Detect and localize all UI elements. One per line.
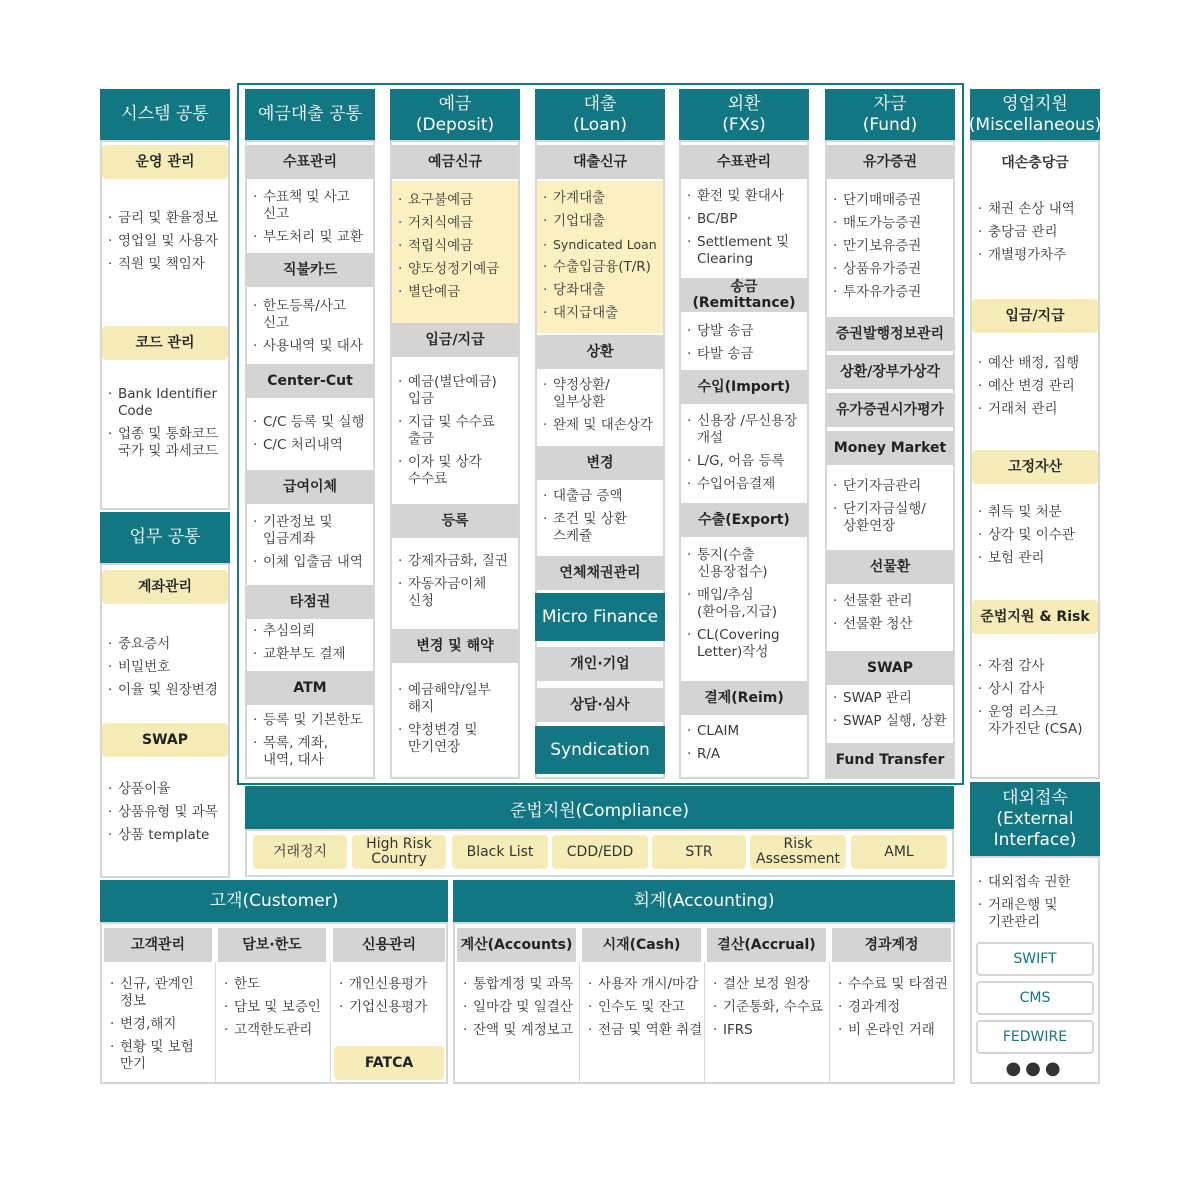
customer-credit-list bbox=[335, 966, 447, 1022]
list-item: · 단기자금관리 bbox=[829, 478, 953, 495]
list-item: · 업종 및 통화코드 국가 및 과세코드 bbox=[104, 426, 228, 460]
misc-allowance-label: 대손충당금 bbox=[1001, 155, 1069, 171]
list-item: · 매입/추심 (환어음,지급) bbox=[683, 587, 809, 621]
list-item: · IFRS bbox=[709, 1022, 831, 1039]
list-item: · 현황 및 보험 만기 bbox=[106, 1039, 214, 1073]
accounting-accrual-label: 결산(Accrual) bbox=[707, 928, 826, 962]
list-item: · 사용자 개시/마감 bbox=[584, 976, 706, 993]
compliance-chip: Black List bbox=[452, 835, 548, 869]
compliance-chip: AML bbox=[851, 835, 947, 869]
deposit-new-list bbox=[394, 182, 518, 307]
list-item: · 단기자금실행/ 상환연장 bbox=[829, 501, 953, 535]
customer-divider bbox=[215, 962, 216, 1082]
list-item: · 타발 송금 bbox=[683, 346, 807, 363]
list-item: · 단기매매증권 bbox=[829, 192, 953, 209]
list-item: · 이자 및 상각 수수료 bbox=[394, 454, 518, 488]
list-item: · 대출금 증액 bbox=[539, 488, 663, 505]
fund-transfer-label: Fund Transfer bbox=[827, 743, 953, 777]
deposit-header: 예금 (Deposit) bbox=[390, 89, 520, 140]
loan-repay-list bbox=[539, 367, 663, 440]
list-item: · 상시 감사 bbox=[974, 681, 1098, 698]
fx-reim-label: 결제(Reim) bbox=[681, 681, 807, 715]
business-account-list bbox=[104, 626, 228, 705]
fund-securities-list bbox=[829, 182, 953, 307]
dl-clearing-list bbox=[249, 613, 373, 669]
deposit-inout-label: 입금/지급 bbox=[392, 323, 518, 357]
compliance-chip: STR bbox=[652, 835, 746, 869]
list-item: · 수수료 및 타점권 bbox=[834, 976, 956, 993]
compliance-header: 준법지원(Compliance) bbox=[245, 786, 954, 830]
list-item: · 개인신용평가 bbox=[335, 976, 447, 993]
system-code-label: 코드 관리 bbox=[102, 326, 228, 360]
accounting-cash-list bbox=[584, 966, 706, 1045]
list-item: · 기관정보 및 입금계좌 bbox=[249, 514, 373, 548]
list-item: · 교환부도 결제 bbox=[249, 646, 373, 663]
list-item: · 경과계정 bbox=[834, 999, 956, 1016]
list-item: · 전금 및 역환 취결 bbox=[584, 1022, 706, 1039]
list-item: · 추심의뢰 bbox=[249, 623, 373, 640]
loan-change-list bbox=[539, 478, 663, 551]
compliance-chip: High Risk Country bbox=[352, 835, 446, 869]
accounting-accounts-label: 계산(Accounts) bbox=[457, 928, 576, 962]
loan-new-list bbox=[539, 180, 665, 328]
list-item: · 강제자금화, 질권 bbox=[394, 553, 518, 570]
list-item: · 상품유형 및 과목 bbox=[104, 804, 228, 821]
list-item: · 취득 및 처분 bbox=[974, 504, 1098, 521]
list-item: · 예산 변경 관리 bbox=[974, 378, 1098, 395]
micro-finance-block: Micro Finance bbox=[535, 593, 665, 641]
loan-overdue-label: 연체채권관리 bbox=[537, 556, 663, 590]
list-item: · R/A bbox=[683, 746, 807, 763]
list-item: · 약정변경 및 만기연장 bbox=[394, 722, 518, 756]
fund-valuation-label: 유가증권시가평가 bbox=[827, 393, 953, 427]
fund-swap-list bbox=[829, 680, 955, 736]
list-item: · 목록, 계좌, 내역, 대사 bbox=[249, 735, 373, 769]
list-item: · 별단예금 bbox=[394, 284, 518, 301]
list-item: · CLAIM bbox=[683, 723, 807, 740]
list-item: · 채권 손상 내역 bbox=[974, 201, 1098, 218]
list-item: · 완제 및 대손상각 bbox=[539, 417, 663, 434]
misc-fixed-asset-label: 고정자산 bbox=[972, 450, 1098, 484]
list-item: · 당발 송금 bbox=[683, 323, 807, 340]
fund-securities-label: 유가증권 bbox=[827, 145, 953, 179]
loan-personal-corporate-label: 개인·기업 bbox=[537, 647, 663, 681]
list-item: · 이체 입출금 내역 bbox=[249, 554, 373, 571]
customer-collateral-list bbox=[220, 966, 328, 1045]
loan-new-label: 대출신규 bbox=[537, 145, 663, 179]
system-common-header: 시스템 공통 bbox=[100, 89, 230, 140]
list-item: · 보험 관리 bbox=[974, 550, 1098, 567]
list-item: · 양도성정기예금 bbox=[394, 261, 518, 278]
cms-button: CMS bbox=[976, 981, 1094, 1015]
list-item: · 비밀번호 bbox=[104, 659, 228, 676]
list-item: · 선물환 청산 bbox=[829, 616, 953, 633]
list-item: · 상품 template bbox=[104, 827, 228, 844]
list-item: · 부도처리 및 교환 bbox=[249, 229, 373, 246]
list-item: · 영업일 및 사용자 bbox=[104, 233, 228, 250]
list-item: · 수입어음결제 bbox=[683, 476, 809, 493]
list-item: · 비 온라인 거래 bbox=[834, 1022, 956, 1039]
deposit-change-list bbox=[394, 672, 518, 762]
fund-money-market-list bbox=[829, 468, 953, 541]
list-item: · 자점 감사 bbox=[974, 658, 1098, 675]
list-item: · 사용내역 및 대사 bbox=[249, 338, 373, 355]
list-item: · 상품유가증권 bbox=[829, 261, 953, 278]
fund-amortization-label: 상환/장부가상각 bbox=[827, 355, 953, 389]
list-item: · 지급 및 수수료 출금 bbox=[394, 414, 518, 448]
accounting-transit-list bbox=[834, 966, 956, 1045]
deposit-inout-list bbox=[394, 364, 518, 494]
list-item: · 상각 및 이수관 bbox=[974, 527, 1098, 544]
accounting-accrual-list bbox=[709, 966, 831, 1045]
list-item: · 거치식예금 bbox=[394, 215, 518, 232]
list-item: · 대외접속 권한 bbox=[974, 874, 1098, 891]
fedwire-button: FEDWIRE bbox=[976, 1020, 1094, 1054]
list-item: · 약정상환/ 일부상환 bbox=[539, 377, 663, 411]
list-item: · 자동자금이체 신청 bbox=[394, 576, 518, 610]
system-ops-label: 운영 관리 bbox=[102, 145, 228, 179]
system-ops-list bbox=[104, 200, 228, 279]
list-item: · 인수도 및 잔고 bbox=[584, 999, 706, 1016]
customer-credit-label: 신용관리 bbox=[333, 928, 445, 962]
misc-header: 영업지원 (Miscellaneous) bbox=[970, 89, 1100, 140]
accounting-accounts-list bbox=[459, 966, 581, 1045]
list-item: · 통지(수출 신용장접수) bbox=[683, 547, 809, 581]
list-item: · CL(Covering Letter)작성 bbox=[683, 627, 809, 661]
list-item: · 조건 및 상환 스케쥴 bbox=[539, 511, 663, 545]
deposit-loan-common-header: 예금대출 공통 bbox=[245, 89, 375, 140]
dl-check-list bbox=[249, 179, 373, 252]
misc-allowance-list bbox=[974, 191, 1098, 270]
fx-import-label: 수입(Import) bbox=[681, 370, 807, 404]
dl-salary-label: 급여이체 bbox=[247, 470, 373, 504]
syndication-block: Syndication bbox=[535, 726, 665, 774]
list-item: · 거래처 관리 bbox=[974, 401, 1098, 418]
list-item: · 기업신용평가 bbox=[335, 999, 447, 1016]
business-account-label: 계좌관리 bbox=[102, 570, 228, 604]
accounting-transit-label: 경과계정 bbox=[832, 928, 951, 962]
list-item: · 이율 및 원장변경 bbox=[104, 682, 228, 699]
misc-fixed-asset-list bbox=[974, 494, 1098, 573]
list-item: · 대지급대출 bbox=[539, 305, 665, 322]
list-item: · 만기보유증권 bbox=[829, 238, 953, 255]
deposit-register-list bbox=[394, 543, 518, 616]
list-item: · 일마감 및 일결산 bbox=[459, 999, 581, 1016]
list-item: · 직원 및 책임자 bbox=[104, 256, 228, 273]
list-item: · 기준통화, 수수료 bbox=[709, 999, 831, 1016]
list-item: · 등록 및 기본한도 bbox=[249, 712, 373, 729]
loan-consult-review-label: 상담·심사 bbox=[537, 688, 663, 722]
fx-import-list bbox=[683, 403, 809, 499]
fx-check-list bbox=[683, 178, 809, 274]
dl-debit-list bbox=[249, 288, 373, 361]
list-item: · 신규, 관계인 정보 bbox=[106, 976, 214, 1010]
list-item: · 고객한도관리 bbox=[220, 1022, 328, 1039]
dl-debit-label: 직불카드 bbox=[247, 253, 373, 287]
list-item: · 변경,해지 bbox=[106, 1016, 214, 1033]
fx-export-label: 수출(Export) bbox=[681, 503, 807, 537]
swift-button: SWIFT bbox=[976, 942, 1094, 976]
misc-budget-list bbox=[974, 345, 1098, 424]
list-item: · 투자유가증권 bbox=[829, 284, 953, 301]
fund-issue-info-label: 증권발행정보관리 bbox=[827, 317, 953, 351]
list-item: · 수표책 및 사고 신고 bbox=[249, 189, 373, 223]
customer-collateral-label: 담보·한도 bbox=[218, 928, 326, 962]
list-item: · 매도가능증권 bbox=[829, 215, 953, 232]
list-item: · 잔액 및 계정보고 bbox=[459, 1022, 581, 1039]
external-list bbox=[974, 864, 1098, 937]
list-item: · 예산 배정, 집행 bbox=[974, 355, 1098, 372]
dl-centercut-list bbox=[249, 404, 373, 460]
loan-repay-label: 상환 bbox=[537, 335, 663, 369]
more-dots-icon: ●●● bbox=[1005, 1058, 1065, 1079]
list-item: · 중요증서 bbox=[104, 636, 228, 653]
list-item: · 운영 리스크 자가진단 (CSA) bbox=[974, 704, 1098, 738]
fx-remittance-label: 송금(Remittance) bbox=[681, 278, 807, 312]
accounting-header: 회계(Accounting) bbox=[453, 880, 955, 922]
customer-header: 고객(Customer) bbox=[100, 880, 448, 922]
dl-atm-label: ATM bbox=[247, 671, 373, 705]
list-item: · BC/BP bbox=[683, 211, 809, 228]
list-item: · 기업대출 bbox=[539, 213, 665, 230]
list-item: · L/G, 어음 등록 bbox=[683, 453, 809, 470]
list-item: · 한도 bbox=[220, 976, 328, 993]
list-item: · 결산 보정 원장 bbox=[709, 976, 831, 993]
accounting-cash-label: 시재(Cash) bbox=[582, 928, 701, 962]
list-item: · 예금(별단예금) 입금 bbox=[394, 374, 518, 408]
dl-salary-list bbox=[249, 504, 373, 577]
customer-mgmt-label: 고객관리 bbox=[104, 928, 212, 962]
fund-forward-label: 선물환 bbox=[827, 550, 953, 584]
external-header: 대외접속 (External Interface) bbox=[970, 782, 1100, 856]
list-item: · 담보 및 보증인 bbox=[220, 999, 328, 1016]
loan-header: 대출 (Loan) bbox=[535, 89, 665, 140]
list-item: · 신용장 /무신용장 개설 bbox=[683, 413, 809, 447]
dl-atm-list bbox=[249, 702, 373, 775]
dl-check-label: 수표관리 bbox=[247, 145, 373, 179]
fund-swap-label: SWAP bbox=[827, 651, 953, 685]
system-code-list bbox=[104, 376, 228, 466]
deposit-change-label: 변경 및 해약 bbox=[392, 629, 518, 663]
fx-reim-list bbox=[683, 713, 807, 769]
fx-check-label: 수표관리 bbox=[681, 145, 807, 179]
list-item: · 요구불예금 bbox=[394, 192, 518, 209]
fx-header: 외환 (FXs) bbox=[679, 89, 809, 140]
business-swap-label: SWAP bbox=[102, 723, 228, 757]
list-item: · Settlement 및 Clearing bbox=[683, 234, 809, 268]
dl-centercut-label: Center-Cut bbox=[247, 364, 373, 398]
customer-divider bbox=[330, 962, 331, 1082]
misc-budget-label: 입금/지급 bbox=[972, 299, 1098, 333]
list-item: · C/C 등록 및 실행 bbox=[249, 414, 373, 431]
list-item: · 개별평가차주 bbox=[974, 247, 1098, 264]
fund-money-market-label: Money Market bbox=[827, 431, 953, 465]
list-item: · 선물환 관리 bbox=[829, 593, 953, 610]
list-item: · SWAP 실행, 상환 bbox=[829, 713, 955, 730]
list-item: · 예금해약/일부 해지 bbox=[394, 682, 518, 716]
compliance-chip: CDD/EDD bbox=[552, 835, 648, 869]
list-item: · 수출입금융(T/R) bbox=[539, 259, 665, 276]
misc-risk-list bbox=[974, 648, 1098, 744]
list-item: · 거래은행 및 기관관리 bbox=[974, 897, 1098, 931]
fx-export-list bbox=[683, 537, 809, 667]
misc-risk-label: 준법지원 & Risk bbox=[972, 600, 1098, 634]
list-item: · 충당금 관리 bbox=[974, 224, 1098, 241]
dl-clearing-label: 타점권 bbox=[247, 585, 373, 619]
list-item: · C/C 처리내역 bbox=[249, 437, 373, 454]
fatca-label: FATCA bbox=[334, 1046, 444, 1080]
list-item: · 가계대출 bbox=[539, 190, 665, 207]
compliance-chip: 거래정지 bbox=[253, 835, 347, 869]
business-common-header: 업무 공통 bbox=[100, 512, 230, 563]
compliance-chip: Risk Assessment bbox=[750, 835, 846, 869]
fund-header: 자금 (Fund) bbox=[825, 89, 955, 140]
list-item: · 적립식예금 bbox=[394, 238, 518, 255]
list-item: · 금리 및 환율정보 bbox=[104, 210, 228, 227]
business-swap-list bbox=[104, 771, 228, 850]
list-item: · SWAP 관리 bbox=[829, 690, 955, 707]
list-item: · 상품이율 bbox=[104, 781, 228, 798]
customer-mgmt-list bbox=[106, 966, 214, 1079]
loan-change-label: 변경 bbox=[537, 446, 663, 480]
fund-forward-list bbox=[829, 583, 953, 639]
deposit-register-label: 등록 bbox=[392, 504, 518, 538]
deposit-new-label: 예금신규 bbox=[392, 145, 518, 179]
list-item: · 환전 및 환대사 bbox=[683, 188, 809, 205]
list-item: · Bank Identifier Code bbox=[104, 386, 228, 420]
list-item: · 한도등록/사고 신고 bbox=[249, 298, 373, 332]
fx-remittance-list bbox=[683, 313, 807, 369]
list-item: · 당좌대출 bbox=[539, 282, 665, 299]
list-item: · Syndicated Loan bbox=[539, 236, 665, 253]
list-item: · 통합계정 및 과목 bbox=[459, 976, 581, 993]
